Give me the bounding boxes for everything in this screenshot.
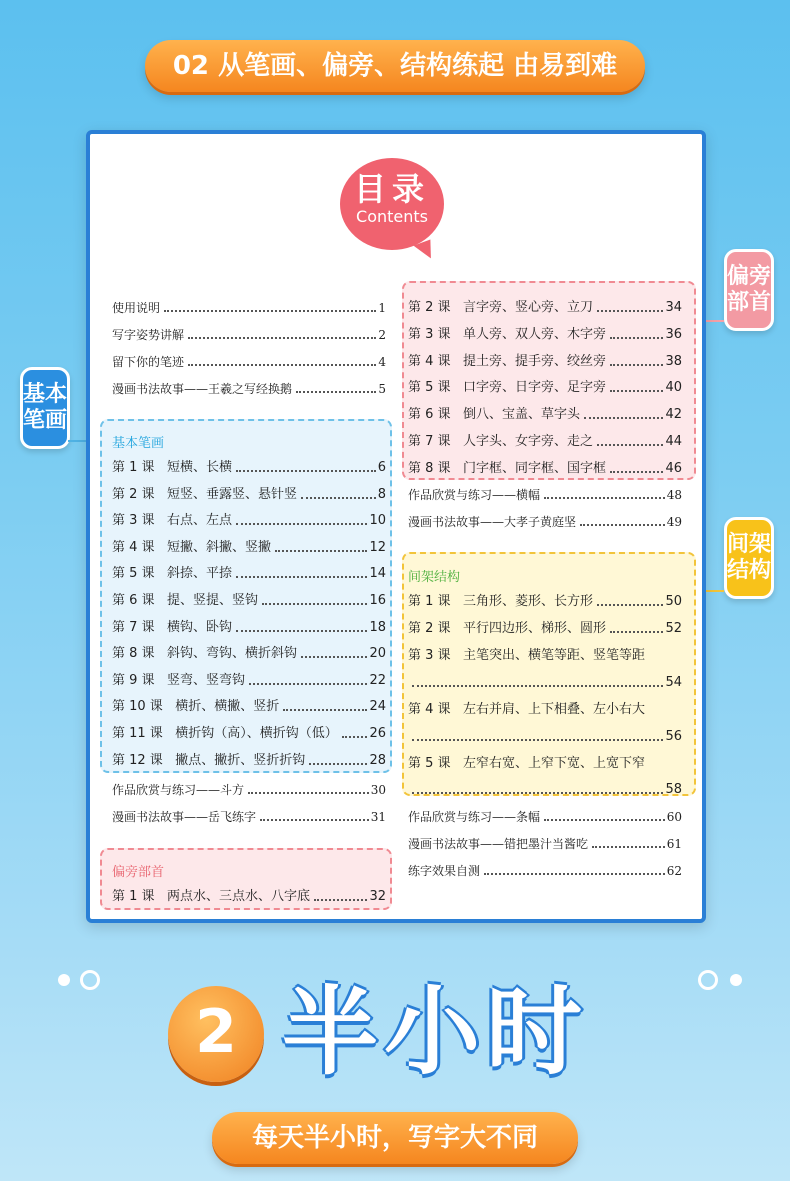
toc-row-label bbox=[112, 538, 271, 558]
toc-row-page: 40 bbox=[665, 380, 682, 396]
toc-row[interactable] bbox=[112, 591, 386, 611]
toc-row-page: 60 bbox=[666, 810, 682, 824]
toc-row-page: 14 bbox=[369, 566, 386, 582]
lesson-topic: 单人旁、双人旁、木字旁 bbox=[462, 326, 606, 342]
toc-row-page: 32 bbox=[369, 889, 386, 904]
toc-row[interactable] bbox=[408, 592, 682, 612]
toc-row-continuation[interactable] bbox=[408, 780, 682, 800]
toc-title-badge bbox=[340, 158, 444, 250]
toc-row[interactable] bbox=[408, 325, 682, 345]
toc-row-page: 8 bbox=[377, 486, 386, 502]
toc-row-label: 作品欣赏与练习——条幅 bbox=[408, 810, 541, 824]
toc-row[interactable] bbox=[112, 298, 386, 318]
toc-row-leader bbox=[296, 379, 376, 393]
lesson-number: 第 3 课 bbox=[408, 326, 451, 342]
toc-row-page: 49 bbox=[666, 515, 682, 529]
lesson-number: 第 6 课 bbox=[112, 593, 155, 608]
tag-basic-strokes: 基本笔画 bbox=[20, 367, 70, 449]
toc-row-leader bbox=[610, 352, 663, 366]
toc-row-page: 38 bbox=[665, 353, 682, 369]
toc-row-page: 44 bbox=[665, 434, 682, 449]
toc-row-leader bbox=[301, 485, 376, 499]
toc-row-label bbox=[408, 592, 593, 612]
toc-row-label bbox=[112, 887, 310, 907]
toc-row-leader bbox=[592, 834, 665, 848]
toc-row-leader bbox=[236, 458, 376, 472]
lesson-number: 第 3 课 bbox=[112, 513, 155, 529]
toc-row-page: 54 bbox=[665, 675, 682, 690]
lesson-number: 第 1 课 bbox=[408, 594, 451, 609]
toc-row-label bbox=[112, 511, 232, 531]
toc-row-leader bbox=[275, 538, 367, 552]
toc-row-leader bbox=[262, 591, 367, 605]
toc-row[interactable] bbox=[112, 887, 386, 907]
lesson-topic: 口字旁、日字旁、足字旁 bbox=[462, 380, 606, 396]
toc-row-label: 漫画书法故事——错把墨汁当酱吃 bbox=[408, 837, 589, 851]
toc-row[interactable] bbox=[112, 458, 386, 478]
toc-row-page: 34 bbox=[665, 300, 682, 315]
toc-row[interactable] bbox=[408, 485, 682, 505]
toc-row[interactable] bbox=[408, 378, 682, 398]
toc-row-leader bbox=[610, 459, 663, 473]
toc-row-leader bbox=[597, 432, 663, 446]
toc-row[interactable] bbox=[408, 459, 682, 479]
lesson-number: 第 8 课 bbox=[408, 460, 451, 476]
lesson-number: 第 4 课 bbox=[112, 539, 155, 555]
toc-row-label bbox=[408, 459, 606, 479]
toc-row-label bbox=[408, 700, 645, 720]
toc-row-leader bbox=[260, 807, 369, 821]
toc-row[interactable] bbox=[112, 644, 386, 664]
lesson-number: 第 10 课 bbox=[112, 699, 163, 715]
bottom-slogan: 每天半小时，写字大不同 bbox=[212, 1112, 578, 1164]
toc-row-label: 留下你的笔迹 bbox=[112, 355, 185, 369]
toc-row-label: 作品欣赏与练习——横幅 bbox=[408, 488, 541, 502]
toc-row-label: 使用说明 bbox=[112, 301, 161, 315]
toc-row-leader bbox=[610, 378, 663, 392]
toc-row-page: 10 bbox=[369, 513, 386, 529]
lesson-topic: 斜钩、弯钩、横折斜钩 bbox=[166, 646, 297, 662]
lesson-topic: 人字头、女字旁、走之 bbox=[462, 434, 593, 449]
toc-row[interactable] bbox=[112, 724, 386, 744]
lesson-topic: 左右并肩、上下相叠、左小右大 bbox=[462, 702, 645, 717]
toc-row-label bbox=[408, 378, 606, 398]
lesson-number: 第 2 课 bbox=[408, 300, 451, 315]
toc-row[interactable] bbox=[408, 512, 682, 532]
toc-row-page: 52 bbox=[665, 621, 682, 636]
toc-row-leader bbox=[236, 511, 367, 525]
toc-row-leader bbox=[544, 485, 665, 499]
toc-title: 目录 bbox=[353, 170, 430, 208]
toc-row-page: 46 bbox=[665, 460, 682, 476]
lesson-number: 第 4 课 bbox=[408, 353, 451, 369]
lesson-number: 第 2 课 bbox=[112, 486, 155, 502]
toc-row[interactable] bbox=[112, 538, 386, 558]
toc-row-label bbox=[408, 619, 606, 639]
lesson-number: 第 6 课 bbox=[408, 407, 451, 423]
lesson-number: 第 12 课 bbox=[112, 752, 163, 768]
toc-row[interactable] bbox=[112, 352, 386, 372]
toc-row-page: 42 bbox=[665, 407, 682, 423]
toc-row-continuation[interactable] bbox=[408, 673, 682, 693]
toc-row-page: 12 bbox=[369, 539, 386, 555]
toc-row[interactable] bbox=[408, 807, 682, 827]
toc-row-label bbox=[112, 697, 279, 717]
toc-row-page: 28 bbox=[369, 752, 386, 768]
toc-row[interactable] bbox=[112, 511, 386, 531]
lesson-topic: 撇点、撇折、竖折折钩 bbox=[175, 752, 306, 768]
toc-row-page: 22 bbox=[369, 672, 386, 688]
toc-row-label bbox=[408, 405, 580, 425]
promo-headline: 半小时 bbox=[282, 976, 588, 1088]
lesson-topic: 提、竖提、竖钩 bbox=[166, 593, 258, 608]
toc-row-continuation[interactable] bbox=[408, 727, 682, 747]
toc-row-leader bbox=[301, 644, 367, 658]
lesson-number: 第 8 课 bbox=[112, 646, 155, 662]
toc-row-heading[interactable] bbox=[408, 754, 682, 774]
toc-row[interactable] bbox=[112, 780, 386, 800]
lesson-number: 第 11 课 bbox=[112, 726, 163, 741]
toc-row-label bbox=[408, 298, 593, 318]
toc-row-label bbox=[112, 591, 258, 611]
toc-row-leader bbox=[412, 727, 663, 741]
toc-row-leader bbox=[309, 751, 367, 765]
toc-row-leader bbox=[597, 298, 663, 312]
toc-row-leader bbox=[248, 780, 369, 794]
toc-row-page: 62 bbox=[666, 864, 682, 878]
lesson-topic: 竖弯、竖弯钩 bbox=[166, 672, 245, 688]
lesson-number: 第 3 课 bbox=[408, 648, 451, 663]
lesson-topic: 平行四边形、梯形、圆形 bbox=[462, 621, 606, 636]
toc-row-label bbox=[112, 485, 297, 505]
tag-structure: 间架结构 bbox=[724, 517, 774, 599]
lesson-topic: 两点水、三点水、八字底 bbox=[166, 889, 310, 904]
section-title-radicals: 偏旁部首 bbox=[112, 865, 165, 880]
toc-row-leader bbox=[236, 564, 367, 578]
lesson-topic: 提土旁、提手旁、绞丝旁 bbox=[462, 353, 606, 369]
toc-row-label: 漫画书法故事——岳飞练字 bbox=[112, 810, 257, 824]
toc-row-heading[interactable] bbox=[408, 700, 682, 720]
lesson-number: 第 4 课 bbox=[408, 702, 451, 717]
toc-row-leader bbox=[584, 405, 663, 419]
toc-row-page: 18 bbox=[369, 619, 386, 635]
toc-row[interactable] bbox=[112, 564, 386, 584]
toc-row-leader bbox=[342, 724, 368, 738]
toc-row-leader bbox=[249, 671, 367, 685]
toc-row-heading[interactable] bbox=[408, 646, 682, 666]
toc-row-page: 1 bbox=[378, 301, 386, 315]
lesson-topic: 左窄右宽、上窄下宽、上宽下窄 bbox=[462, 756, 645, 771]
toc-row-leader bbox=[610, 325, 663, 339]
toc-row[interactable] bbox=[408, 298, 682, 318]
lesson-topic: 短横、长横 bbox=[166, 460, 232, 475]
toc-row[interactable] bbox=[408, 619, 682, 639]
toc-row-page: 24 bbox=[369, 699, 386, 715]
toc-row-leader bbox=[412, 673, 663, 687]
toc-row-leader bbox=[544, 807, 665, 821]
toc-row-leader bbox=[610, 619, 663, 633]
toc-row-label: 作品欣赏与练习——斗方 bbox=[112, 783, 245, 797]
toc-row-page: 58 bbox=[665, 782, 682, 797]
toc-card bbox=[86, 130, 706, 923]
section-title-structure: 间架结构 bbox=[408, 570, 461, 585]
toc-row-leader bbox=[188, 352, 376, 366]
lesson-topic: 斜捺、平捺 bbox=[166, 566, 232, 582]
toc-row[interactable] bbox=[112, 807, 386, 827]
toc-row-leader bbox=[412, 780, 663, 794]
toc-row-label bbox=[112, 564, 232, 584]
lesson-number: 第 7 课 bbox=[408, 434, 451, 449]
decor-dot bbox=[730, 974, 742, 986]
decor-ring bbox=[698, 970, 718, 990]
toc-row-label: 写字姿势讲解 bbox=[112, 328, 185, 342]
lesson-number: 第 2 课 bbox=[408, 621, 451, 636]
lesson-topic: 短撇、斜撇、竖撇 bbox=[166, 539, 271, 555]
toc-row[interactable] bbox=[112, 379, 386, 399]
toc-row[interactable] bbox=[112, 697, 386, 717]
toc-row-page: 50 bbox=[665, 594, 682, 609]
lesson-number: 第 5 课 bbox=[408, 756, 451, 771]
toc-row[interactable] bbox=[408, 352, 682, 372]
toc-row-page: 6 bbox=[377, 460, 386, 475]
toc-row-leader bbox=[314, 887, 367, 901]
toc-row[interactable] bbox=[112, 618, 386, 638]
toc-row-label: 练字效果自测 bbox=[408, 864, 481, 878]
lesson-number: 第 5 课 bbox=[112, 566, 155, 582]
lesson-topic: 右点、左点 bbox=[166, 513, 232, 529]
toc-row-page: 61 bbox=[666, 837, 682, 851]
toc-row-page: 20 bbox=[369, 646, 386, 662]
lesson-topic: 横钩、卧钩 bbox=[166, 619, 232, 635]
lesson-topic: 短竖、垂露竖、悬针竖 bbox=[166, 486, 297, 502]
toc-row-page: 36 bbox=[665, 326, 682, 342]
toc-row-leader bbox=[580, 512, 665, 526]
toc-row-page: 16 bbox=[369, 593, 386, 608]
toc-row-label bbox=[112, 644, 297, 664]
toc-row-page: 26 bbox=[369, 726, 386, 741]
toc-row[interactable] bbox=[112, 325, 386, 345]
toc-row-leader bbox=[188, 325, 376, 339]
toc-row-page: 5 bbox=[378, 382, 386, 396]
lesson-number: 第 1 课 bbox=[112, 889, 155, 904]
toc-row-label bbox=[408, 432, 593, 452]
section-title-strokes: 基本笔画 bbox=[112, 436, 165, 451]
lesson-number: 第 7 课 bbox=[112, 619, 155, 635]
toc-row[interactable] bbox=[112, 485, 386, 505]
lesson-number: 第 9 课 bbox=[112, 672, 155, 688]
top-banner: 02 从笔画、偏旁、结构练起 由易到难 bbox=[145, 40, 645, 92]
decor-dot bbox=[58, 974, 70, 986]
toc-row[interactable] bbox=[408, 834, 682, 854]
lesson-number: 第 5 课 bbox=[408, 380, 451, 396]
toc-row-page: 30 bbox=[370, 783, 386, 797]
lesson-number: 第 1 课 bbox=[112, 460, 155, 475]
toc-row-label: 漫画书法故事——大孝子黄庭坚 bbox=[408, 515, 577, 529]
toc-subtitle: Contents bbox=[356, 207, 428, 226]
toc-row[interactable] bbox=[112, 671, 386, 691]
toc-row[interactable] bbox=[408, 405, 682, 425]
toc-row-page: 56 bbox=[665, 729, 682, 744]
toc-row-leader bbox=[484, 861, 665, 875]
promo-number-badge: 2 bbox=[168, 986, 264, 1082]
toc-row[interactable] bbox=[408, 861, 682, 881]
toc-row-page: 4 bbox=[378, 355, 386, 369]
lesson-topic: 言字旁、竖心旁、立刀 bbox=[462, 300, 593, 315]
lesson-topic: 横折、横撇、竖折 bbox=[175, 699, 280, 715]
tag-radicals: 偏旁部首 bbox=[724, 249, 774, 331]
toc-row-label bbox=[408, 646, 645, 666]
toc-row-label bbox=[408, 352, 606, 372]
toc-row-label bbox=[112, 671, 245, 691]
toc-row-label bbox=[112, 458, 232, 478]
toc-row-leader bbox=[236, 618, 367, 632]
toc-row-page: 31 bbox=[370, 810, 386, 824]
toc-row-label bbox=[112, 724, 338, 744]
toc-row-page: 48 bbox=[666, 488, 682, 502]
toc-row-leader bbox=[164, 298, 376, 312]
lesson-topic: 主笔突出、横笔等距、竖笔等距 bbox=[462, 648, 645, 663]
toc-row-page: 2 bbox=[378, 328, 386, 342]
toc-row-label bbox=[408, 325, 606, 345]
toc-row[interactable] bbox=[112, 751, 386, 771]
lesson-topic: 横折钩（高）、横折钩（低） bbox=[175, 726, 338, 741]
toc-row[interactable] bbox=[408, 432, 682, 452]
toc-row-leader bbox=[283, 697, 367, 711]
lesson-topic: 倒八、宝盖、草字头 bbox=[462, 407, 580, 423]
toc-row-leader bbox=[597, 592, 663, 606]
lesson-topic: 门字框、同字框、国字框 bbox=[462, 460, 606, 476]
toc-row-label bbox=[112, 751, 305, 771]
lesson-topic: 三角形、菱形、长方形 bbox=[462, 594, 593, 609]
decor-ring bbox=[80, 970, 100, 990]
toc-row-label bbox=[112, 618, 232, 638]
toc-row-label bbox=[408, 754, 645, 774]
toc-row-label: 漫画书法故事——王羲之写经换鹅 bbox=[112, 382, 293, 396]
